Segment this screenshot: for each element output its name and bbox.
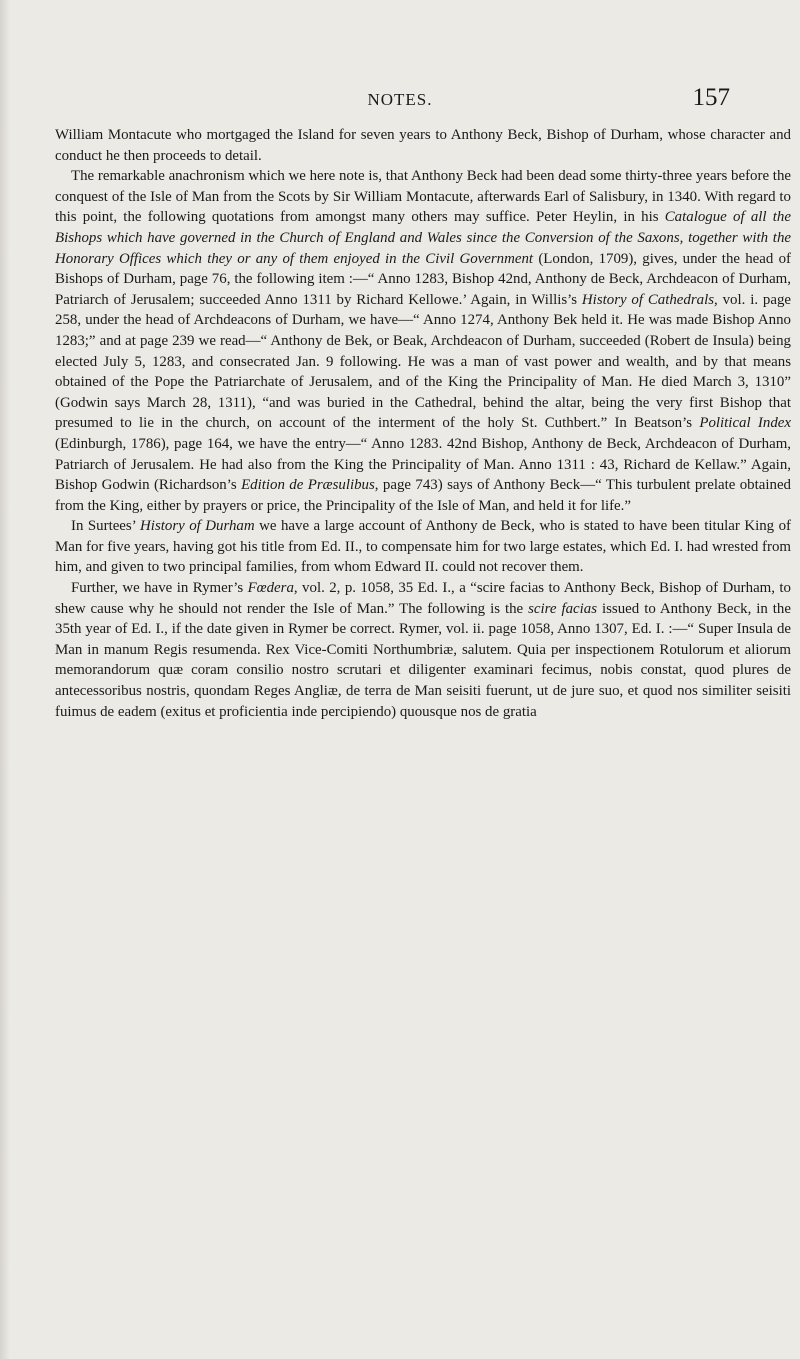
running-head <box>0 84 800 114</box>
italic-title: Fœdera <box>247 580 294 597</box>
page-number: 157 <box>692 84 730 111</box>
body-text <box>55 125 791 722</box>
text-run: we have a large account of Anthony de Beck, who is stated to have been titular King of Man for five years, having got his title from Ed. II., to compensate him for two large estates, which Ed. I. had wrested from him, and given to two principal families, from whom Edward II. could not recover them. <box>55 518 791 576</box>
italic-title: History of Cathedrals <box>581 291 715 308</box>
paragraph <box>55 516 791 578</box>
text-run: , page 743) says of Anthony Beck—“ This turbulent prelate obtained from the King, either by prayers or price, the Principality of the Isle of Man, and held it for life.” <box>55 477 791 514</box>
italic-title: Catalogue of all the Bishops which have governed in the Church of England and Wales since the Conversion of the Saxons, together with the Honorary Offices which they or any of them enjoyed in the Civil Government <box>55 209 791 267</box>
paragraph <box>55 578 791 722</box>
text-run: Further, we have in Rymer’s <box>71 580 248 597</box>
page-gutter-shadow <box>0 0 10 1359</box>
text-run: In Surtees’ <box>71 518 141 535</box>
paragraph <box>55 125 791 166</box>
text-run: , vol. 2, p. 1058, 35 Ed. I., a “scire facias to Anthony Beck, Bishop of Durham, to shew cause why he should not render the Isle of Man.” The following is the <box>55 580 791 617</box>
italic-title: History of Durham <box>140 518 255 535</box>
italic-title: Edition de Præsulibus <box>241 477 375 494</box>
running-title: NOTES. <box>367 90 433 109</box>
text-run: , vol. i. page 258, under the head of Archdeacons of Durham, we have—“ Anno 1274, Anthony Bek held it. He was made Bishop Anno 1283;” and at page 239 we read—“ Anthony de Bek, or Beak, Archdeacon of Durham, succeeded (Robert de Insula) being elected July 5, 1283, and consecrated Jan. 9 following. He was a man of vast power and wealth, and by that means obtained of the Pope the Patriarchate of Jerusalem, and of the King the Principality of Man. He died March 3, 1310” (Godwin says March 28, 1311), “and was buried in the Cathedral, behind the altar, being the very first Bishop that presumed to lie in the church, on account of the interment of the holy St. Cuthbert.” In Beatson’s <box>55 291 791 432</box>
italic-title: Political Index <box>699 415 791 432</box>
text-run: issued to Anthony Beck, in the 35th year of Ed. I., if the date given in Rymer be correct. Rymer, vol. ii. page 1058, Anno 1307, Ed. I. :—“ Super Insula de Man in manum Regis resumenda. Rex Vice-Comiti Northumbriæ, salutem. Quia per inspectionem Rotulorum et aliorum memorandorum quæ coram consilio nostro scrutari et diligenter examinari fecimus, nobis constat, quod plures de antecessoribus nostris, quondam Reges Angliæ, de terra de Man seisiti fuerunt, ut de jure suo, et quod nos similiter seisiti fuimus de eadem (exitus et proficientia inde percipiendo) quousque nos de gratia <box>55 600 791 720</box>
text-run: (London, 1709), gives, under the head of Bishops of Durham, page 76, the following item :—“ Anno 1283, Bishop 42nd, Anthony de Beck, Archdeacon of Durham, Patriarch of Jerusalem; succeeded Anno 1311 by Richard Kellowe.’ Again, in Willis’s <box>55 250 791 308</box>
text-run: The remarkable anachronism which we here note is, that Anthony Beck had been dead some thirty-three years before the conquest of the Isle of Man from the Scots by Sir William Montacute, afterwards Earl of Salisbury, in 1340. With regard to this point, the following quotations from amongst many others may suffice. Peter Heylin, in his <box>55 168 791 226</box>
text-run: (Edinburgh, 1786), page 164, we have the entry—“ Anno 1283. 42nd Bishop, Anthony de Beck, Archdeacon of Durham, Patriarch of Jerusalem. He had also from the King the Principality of Man. Anno 1311 : 43, Richard de Kellaw.” Again, Bishop Godwin (Richardson’s <box>55 435 791 494</box>
paragraph <box>55 166 791 516</box>
text-run: William Montacute who mortgaged the Island for seven years to Anthony Beck, Bishop of Durham, whose character and conduct he then proceeds to detail. <box>55 127 791 164</box>
italic-title: scire facias <box>528 600 598 617</box>
